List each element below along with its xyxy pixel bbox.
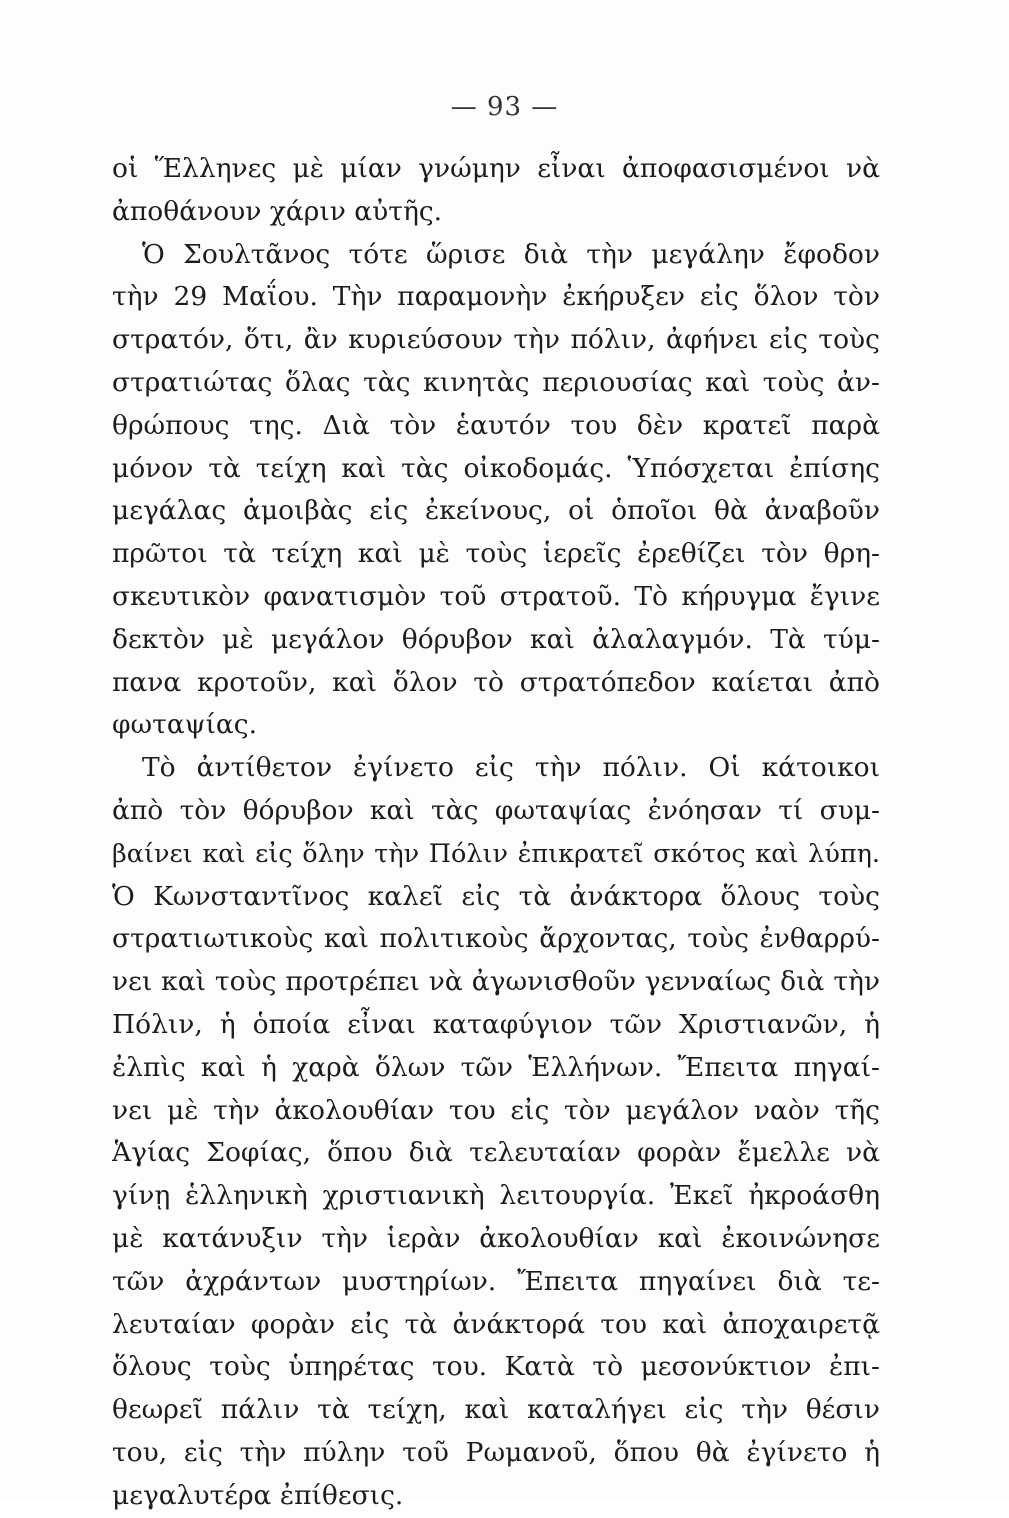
text-line: του, εἰς τὴν πύλην τοῦ Ρωμανοῦ, ὅπου θὰ ἐγίνετο ἡ (112, 1436, 880, 1468)
body-text (112, 148, 880, 1518)
text-line: στρατόν, ὅτι, ἂν κυριεύσουν τὴν πόλιν, ἀφήνει εἰς τοὺς (112, 324, 880, 356)
text-line: μεγάλας ἀμοιβὰς εἰς ἐκείνους, οἱ ὁποῖοι θὰ ἀναβοῦν (112, 495, 880, 527)
text-line: νει μὲ τὴν ἀκολουθίαν του εἰς τὸν μεγάλον ναὸν τῆς (112, 1094, 880, 1126)
text-line: γίνῃ ἑλληνικὴ χριστιανικὴ λειτουργία. Ἐκεῖ ἠκροάσθη (112, 1180, 880, 1212)
text-line: φωταψίας. (112, 709, 258, 741)
text-line: στρατιώτας ὅλας τὰς κινητὰς περιουσίας καὶ τοὺς ἀν- (112, 366, 880, 398)
text-line: μὲ κατάνυξιν τὴν ἱερὰν ἀκολουθίαν καὶ ἐκοινώνησε (112, 1222, 880, 1254)
text-line: θεωρεῖ πάλιν τὰ τείχη, καὶ καταλήγει εἰς τὴν θέσιν (112, 1394, 880, 1426)
text-line: μεγαλυτέρα ἐπίθεσις. (112, 1479, 404, 1511)
text-line: νει καὶ τοὺς προτρέπει νὰ ἀγωνισθοῦν γενναίως διὰ τὴν (112, 966, 880, 998)
text-line: τὴν 29 Μαΐου. Τὴν παραμονὴν ἐκήρυξεν εἰς ὅλον τὸν (112, 281, 880, 313)
text-line: ὅλους τοὺς ὑπηρέτας του. Κατὰ τὸ μεσονύκτιον ἐπι- (112, 1351, 880, 1383)
text-line: πανα κροτοῦν, καὶ ὅλον τὸ στρατόπεδον καίεται ἀπὸ (112, 666, 880, 698)
text-line: βαίνει καὶ εἰς ὅλην τὴν Πόλιν ἐπικρατεῖ σκότος καὶ λύπη. (112, 838, 880, 869)
text-line: στρατιωτικοὺς καὶ πολιτικοὺς ἄρχοντας, τοὺς ἐνθαρρύ- (112, 923, 880, 955)
text-line: ἀπὸ τὸν θόρυβον καὶ τὰς φωταψίας ἐνόησαν τί συμ- (112, 794, 880, 826)
text-line: ἀποθάνουν χάριν αὐτῆς. (112, 195, 443, 227)
text-line: οἱ Ἕλληνες μὲ μίαν γνώμην εἶναι ἀποφασισμένοι νὰ (112, 153, 880, 184)
text-line: Ἁγίας Σοφίας, ὅπου διὰ τελευταίαν φορὰν ἔμελλε νὰ (112, 1137, 880, 1169)
text-line: λευταίαν φορὰν εἰς τὰ ἀνάκτορά του καὶ ἀποχαιρετᾷ (112, 1308, 880, 1340)
text-line: Ὁ Σουλτᾶνος τότε ὥρισε διὰ τὴν μεγάλην ἔφοδον (142, 238, 880, 270)
page-number: — 93 — (450, 92, 559, 122)
text-line: ἐλπὶς καὶ ἡ χαρὰ ὅλων τῶν Ἑλλήνων. Ἔπειτα πηγαί- (112, 1051, 880, 1083)
text-line: τῶν ἀχράντων μυστηρίων. Ἔπειτα πηγαίνει διὰ τε- (112, 1265, 880, 1297)
text-line: πρῶτοι τὰ τείχη καὶ μὲ τοὺς ἱερεῖς ἐρεθίζει τὸν θρη- (112, 538, 880, 570)
text-line: σκευτικὸν φανατισμὸν τοῦ στρατοῦ. Τὸ κήρυγμα ἔγινε (112, 580, 880, 612)
text-line: θρώπους της. Διὰ τὸν ἑαυτόν του δὲν κρατεῖ παρὰ (112, 409, 880, 441)
text-line: Ὁ Κωνσταντῖνος καλεῖ εἰς τὰ ἀνάκτορα ὅλους τοὺς (112, 880, 880, 912)
text-line: Πόλιν, ἡ ὁποία εἶναι καταφύγιον τῶν Χριστιανῶν, ἡ (112, 1008, 880, 1040)
text-line: μόνον τὰ τείχη καὶ τὰς οἰκοδομάς. Ὑπόσχεται ἐπίσης (112, 452, 880, 484)
text-line: δεκτὸν μὲ μεγάλον θόρυβον καὶ ἀλαλαγμόν. Τὰ τύμ- (112, 623, 880, 655)
text-line: Τὸ ἀντίθετον ἐγίνετο εἰς τὴν πόλιν. Οἱ κάτοικοι (142, 752, 880, 784)
